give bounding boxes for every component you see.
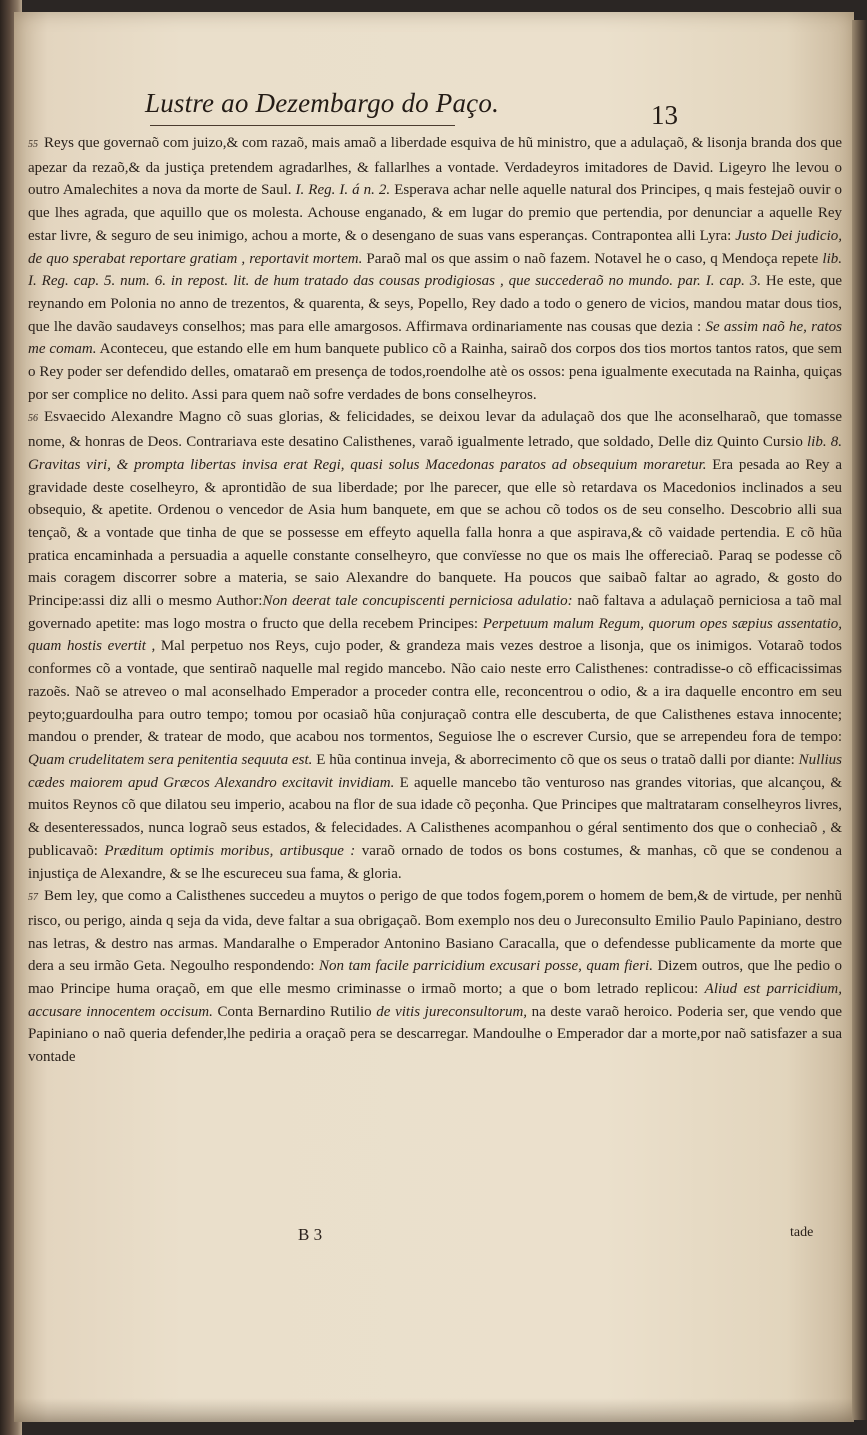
catchword: tade [790,1225,814,1240]
running-title-underline [150,125,455,126]
italic-citation: Se assim naõ he, ratos me comam. [28,318,842,358]
text-run: Reys que governaõ com juizo,& com razaõ, mais amaõ a liberdade esquiva de hũ ministro, que a adulaçaõ, & lisonja branda dos que apezar da rezaõ,& da justiça pretendem agradarlhes, & fallarlhes a vontade. Verdadeyros imitadores de David. Ligeyro lhe levou o outro Amalechites a nova da morte de Saul. [28,135,842,199]
italic-citation: Quam crudelitatem sera penitentia sequuta est. [28,751,313,768]
paragraph-text [28,409,842,881]
text-run: Esvaecido Alexandre Magno cõ suas glorias, & felicidades, se deixou levar da adulaçaõ dos que lhe aconselharaõ, que tomasse nome, & honras de Deos. Contrariava este desatino Calisthenes, varaõ igualmente letrado, que soldado, Delle diz Quinto Cursio [28,409,842,451]
text-run: Paraõ mal os que assim o naõ fazem. Notavel he o caso, q Mendoça repete [362,250,823,267]
text-run: Aconteceu, que estando elle em hum banquete publico cõ a Rainha, sairaõ dos corpos dos tios mortos tantos ratos, que sem o Rey poder ser defendido delles, omataraõ em presença de todos,roendolhe atè os ossos: pena igualmente executada na Rainha, quiças por ser complice no delito. Assi para quem naõ sofre verdades de bons conselheyros. [28,341,842,403]
paragraph-text [28,888,842,1065]
signature-mark: B 3 [298,1225,323,1244]
text-run: varaõ ornado de todos os bons costumes, & manhas, cõ que se condenou a injustiça de Alexandre, & se lhe escureceu sua fama, & gloria. [28,842,842,882]
text-run: Bem ley, que como a Calisthenes succedeu a muytos o perigo de que todos fogem,porem o homem de bem,& de virtude, per nenhũ risco, ou perigo, ainda q seja da vida, deve faltar a sua obrigaçaõ. Bom exemplo nos deu o Jureconsulto Emilio Paulo Papiniano, destro nas letras, & destro nas armas. Mandaralhe o Emperador Antonino Basiano Caracalla, que o defendesse publicamente da morte que dera a seu irmão Geta. Negoulho respondendo: [28,888,842,975]
italic-citation: lib. I. Reg. cap. 5. num. 6. in repost. lit. de hum tratado das cousas prodigiosas , que succederaõ no mundo. par. I. cap. 3. [28,250,842,290]
italic-citation: Non tam facile parricidium excusari posse, quam fieri. [318,958,653,975]
paragraph-number: 57 [28,892,38,904]
running-title: Lustre ao Dezembargo do Paço. [145,88,500,118]
italic-citation: lib. 8. Gravitas viri, & prompta libertas invisa erat Regi, quasi solus Macedonas paratos ad obsequium moraretur. [28,434,842,473]
page-fore-edge [852,20,867,1420]
paragraph-55 [28,132,842,406]
italic-citation: Justo Dei judicio, de quo sperabat reportare gratiam , reportavit mortem. [28,227,842,267]
paragraph-57 [28,885,842,1069]
italic-citation: Aliud est parricidium, accusare innocentem occisum. [28,981,842,1020]
italic-citation: Non deerat tale concupiscenti perniciosa adulatio: [262,593,573,610]
paragraph-number: 56 [28,413,38,425]
text-run: Era pesada ao Rey a gravidade deste coselheyro, & aprontidão de sua liberdade; por lhe parecer, que elle sò retardava os Macedonios inclinados a seu obsequio, & apetite. Ordenou o vencedor de Asia hum banquete, em que se achou cõ todos os de seu conselho. Descobrio alli sua tençaõ, & a vontade que tinha de que se possesse em effeyto aquella falla honra a que aspirava,& cõ vaidade pertendia. E cõ hũa pratica encaminhada a persuadia a aquelle constante conselheyro, que convïesse no que os mais lhe offereciaõ. Paraq se podesse cõ mais coragem discorrer sobre a materia, se saio Alexandre do banquete. Ha poucos que saibaõ faltar ao agrado, & gosto do Principe:assi diz alli o mesmo Author: [28,456,842,610]
text-run: Mal perpetuo nos Reys, cujo poder, & grandeza mais vezes destroe a lisonja, que os inimigos. Votaraõ todos conformes cõ a vontade, que sentiraõ naquelle mal regido mancebo. Não caio neste erro Calisthenes: contradisse-o cõ efficacissimas razoẽs. Naõ se atreveo o mal aconselhado Emperador a proceder contra elle, reconcentrou o odio, & a ira daquelle encontro em seu peyto;guardoulha para outro tempo; tomou por ocasiaõ hũa conjuraçaõ contra elle descuberta, de que Calisthenes estava innocente; mandou o prender, & tratear de modo, que acabou nos tormentos, Seguiose lhe o escrever Cursio, que se arrependeu fora de tempo: [28,638,843,746]
italic-citation: I. Reg. I. á n. 2. [295,182,391,199]
text-run: E aquelle mancebo tão venturoso nas grandes vitorias, que alcançou, & muitos Reynos cõ que dilatou seu imperio, acabou na flor de sua idade cõ peçonha. Que Principes que maltrataram conselheyros livres, & desenteressados, nunca lograõ seus estados, & felecidades. A Calisthenes acompanhou o géral sentimento dos que o conheciaõ , & publicavaõ: [28,774,842,859]
paragraph-text [28,135,842,403]
italic-citation: Nullius cædes maiorem apud Græcos Alexandro excitavit invidiam. [28,751,842,791]
page-number: 13 [651,100,678,130]
italic-citation: de vitis jureconsultorum, [376,1003,528,1020]
paragraph-number: 55 [28,139,38,150]
text-run: He este, que reynando em Polonia no anno de trezentos, & quarenta, & seys, Popello, Rey dado a todo o genero de vicios, mandou matar dous tios, que lhe davão saudaveys conselhos; mas para elle amargosos. Affirmava ordinariamente nas cousas que dezia : [28,273,843,335]
italic-citation: Perpetuum malum Regum, quorum opes sæpius assentatio, quam hostis evertit , [28,615,842,655]
text-run: Dizem outros, que lhe pedio o mao Principe huma oraçaõ, em que elle mesmo criminasse o irmaõ morto; a que o bom letrado replicou: [28,958,842,998]
italic-citation: Præditum optimis moribus, artibusque : [104,842,356,859]
paragraph-56 [28,406,842,885]
text-run: E hũa continua inveja, & aborrecimento cõ que os seus o trataõ dalli por diante: [312,751,799,768]
text-run: Esperava achar nelle aquelle natural dos Principes, q mais festejaõ ouvir o que lhes agrada, que aquillo que os molesta. Achouse enganado, & em lugar do premio que pertendia, por denunciar a aquelle Rey estar livre, & seguro de seu inimigo, achou a morte, & o desengano de suas vans esperanças. Contrapontea alli Lyra: [28,182,843,244]
text-run: na deste varaõ heroico. Poderia ser, que vendo que Papiniano o naõ queria defender,lhe pediria a oraçaõ pera se descarregar. Mandoulhe o Emperador dar a morte,por naõ satisfazer a sua vontade [28,1003,843,1066]
text-run: naõ faltava a adulaçaõ perniciosa a taõ mal governado apetite: mas logo mostra o fructo que della recebem Principes: [28,593,842,632]
text-run: Conta Bernardino Rutilio [212,1003,377,1020]
body-text [28,132,842,1412]
